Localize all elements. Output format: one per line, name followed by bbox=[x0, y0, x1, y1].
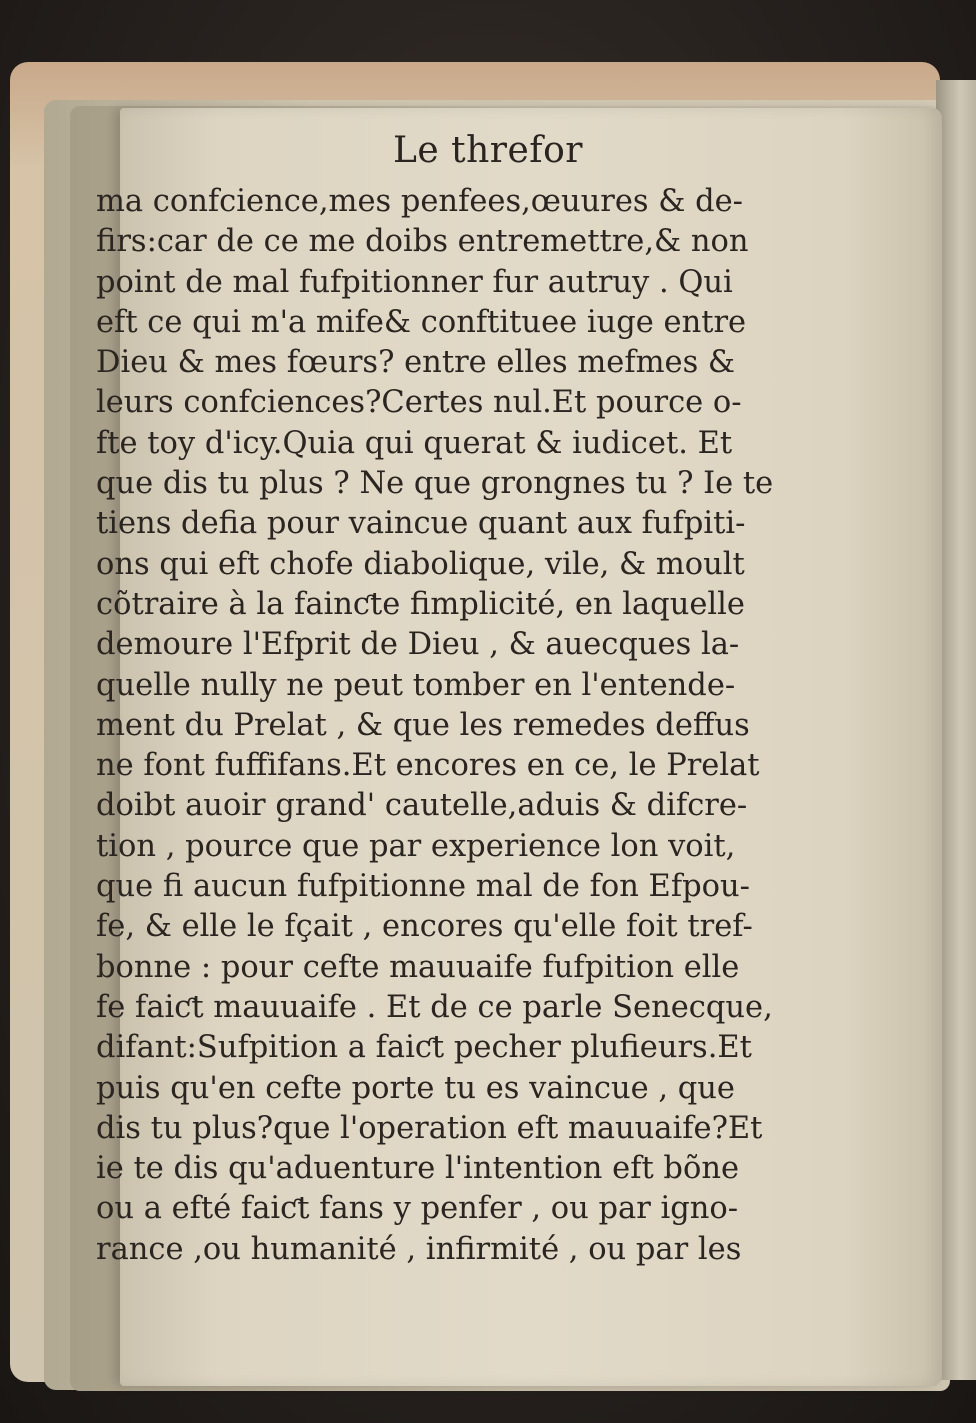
text-line: fe, & elle le fçait , encores qu'elle foit tref- bbox=[96, 909, 753, 945]
text-line: ment du Prelat , & que les remedes deffus bbox=[96, 707, 750, 743]
text-line: tiens defia pour vaincue quant aux fufpiti- bbox=[96, 506, 746, 542]
text-line: rance ,ou humanité , infirmité , ou par les bbox=[96, 1231, 742, 1267]
text-line: que dis tu plus ? Ne que grongnes tu ? Ie te bbox=[96, 466, 774, 502]
text-line: firs:car de ce me doibs entremettre,& non bbox=[96, 224, 749, 260]
body-text bbox=[96, 182, 856, 1270]
text-line: eft ce qui m'a mife& conftituee iuge entre bbox=[96, 304, 747, 340]
text-line: ie te dis qu'aduenture l'intention eft bõne bbox=[96, 1151, 740, 1187]
text-line: fte toy d'icy.Quia qui querat & iudicet. Et bbox=[96, 425, 733, 461]
running-head: Le threfor bbox=[392, 130, 584, 171]
text-line: difant:Sufpition a faiƈt pecher plufieurs.Et bbox=[96, 1030, 752, 1066]
text-line: cõtraire à la fainƈte fimplicité, en laquelle bbox=[96, 586, 745, 622]
text-line: bonne : pour cefte mauuaife fufpition elle bbox=[96, 949, 740, 985]
text-line: leurs confciences?Certes nul.Et pource o- bbox=[96, 385, 742, 421]
text-line: puis qu'en cefte porte tu es vaincue , que bbox=[96, 1070, 735, 1106]
text-line: Dieu & mes fœurs? entre elles mefmes & bbox=[96, 345, 736, 381]
text-line: ma confcience,mes penfees,œuures & de- bbox=[96, 184, 743, 219]
text-line: ons qui eft chofe diabolique, vile, & moult bbox=[96, 546, 745, 582]
text-line: doibt auoir grand' cautelle,aduis & difcre- bbox=[96, 788, 748, 824]
text-line: tion , pource que par experience lon voit, bbox=[96, 828, 736, 864]
text-line: dis tu plus?que l'operation eft mauuaife?Et bbox=[96, 1110, 763, 1146]
text-line: quelle nully ne peut tomber en l'entende- bbox=[96, 667, 736, 703]
text-line: fe faiƈt mauuaife . Et de ce parle Senecque, bbox=[96, 989, 773, 1025]
text-line: ou a efté faiƈt fans y penfer , ou par igno- bbox=[96, 1191, 739, 1227]
text-line: ne font fuffifans.Et encores en ce, le Prelat bbox=[96, 748, 760, 784]
text-line: demoure l'Efprit de Dieu , & auecques la- bbox=[96, 627, 740, 663]
text-line: point de mal fufpitionner fur autruy . Qui bbox=[96, 264, 733, 300]
facing-page-edge bbox=[936, 80, 976, 1380]
text-line: que fi aucun fufpitionne mal de fon Efpou- bbox=[96, 869, 750, 905]
